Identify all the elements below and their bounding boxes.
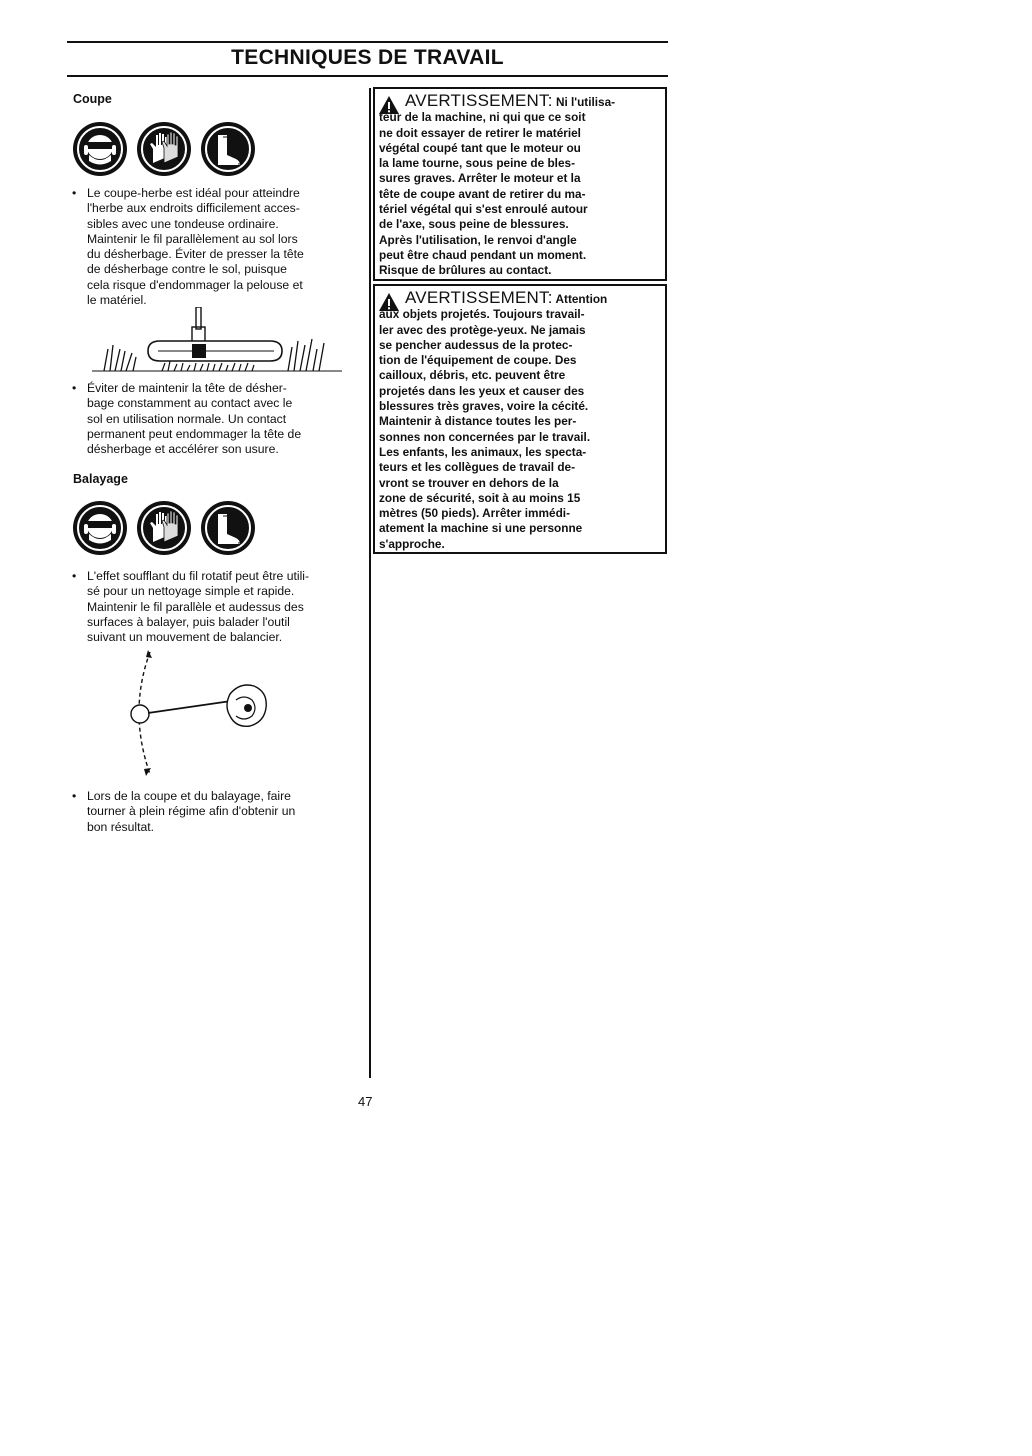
warning-title: AVERTISSEMENT: xyxy=(405,288,553,307)
warning-body: teur de la machine, ni qui que ce soit ne doit essayer de retirer le matériel végétal coupé tant que le moteur ou la lame tourne, sous peine de bles- sures graves. Arrêter le moteur et la tête de coupe avant de retirer du ma- tériel végétal qui s'est enroulé autour de l'axe, sous peine de blessures. Après l'utilisation, le renvoi d'angle peut être chaud pendant un moment. Risque de brûlures au contact. xyxy=(379,110,588,278)
balayage-safety-icons xyxy=(72,500,256,556)
column-divider xyxy=(369,88,371,1078)
head-protection-icon xyxy=(72,121,128,177)
boots-icon xyxy=(200,500,256,556)
gloves-icon xyxy=(136,500,192,556)
head-protection-icon xyxy=(72,500,128,556)
warning-body: aux objets projetés. Toujours travail- ler avec des protège-yeux. Ne jamais se pencher audessus de la protec- tion de l'équipement de coupe. Des cailloux, débris, etc. peuvent être projetés dans les yeux et causer des blessures très graves, voire la cécité. Maintenir à distance toutes les per- sonnes non concernées par le travail. Les enfants, les animaux, les specta- teurs et les collègues de travail de- vront se trouver en dehors de la zone de sécurité, soit à au moins 15 mètres (50 pieds). Arrêter immédi- atement la machine si une personne s'approche. xyxy=(379,307,591,551)
header-bottom-rule xyxy=(67,75,668,77)
bullet-text: L'effet soufflant du fil rotatif peut être utili- sé pour un nettoyage simple et rapide. Maintenir le fil parallèle et audessus des surfaces à balayer, puis balader l'outil suivant un mouvement de balancier. xyxy=(87,569,310,645)
balayage-heading: Balayage xyxy=(73,472,128,486)
coupe-bullet-1: • Le coupe-herbe est idéal pour atteindre l'herbe aux endroits difficilement acces- sibles avec une tondeuse ordinaire. Maintenir le fil parallèlement au sol lors du désherbage. Éviter de presser la tête de désherbage contre le sol, puisque cela risque d'endommager la pelouse et le matériel. xyxy=(72,186,354,311)
bullet-text: Lors de la coupe et du balayage, faire tourner à plein régime afin d'obtenir un bon résultat. xyxy=(87,789,296,834)
page-title: TECHNIQUES DE TRAVAIL xyxy=(231,46,504,69)
bullet-text: Éviter de maintenir la tête de désher- bage constamment au contact avec le sol en utilisation normale. Un contact permanent peut endommager la tête de désherbage et accélérer son usure. xyxy=(87,381,302,457)
trimmer-head-on-grass-illustration xyxy=(92,307,352,383)
sweeping-motion-illustration xyxy=(120,650,280,778)
coupe-heading: Coupe xyxy=(73,92,112,106)
balayage-bullet-2: • Lors de la coupe et du balayage, faire tourner à plein régime afin d'obtenir un bon résultat. xyxy=(72,789,354,837)
warning-box-cut-material xyxy=(373,87,667,281)
warning-lead: Ni l'utilisa- xyxy=(555,95,616,109)
bullet-text: Le coupe-herbe est idéal pour atteindre l'herbe aux endroits difficilement acces- sibles avec une tondeuse ordinaire. Maintenir le fil parallèlement au sol lors du désherbage. Éviter de presser la tête de désherbage contre le sol, puisque cela risque d'endommager la pelouse et le matériel. xyxy=(87,186,304,308)
warning-box-thrown-objects xyxy=(373,284,667,554)
balayage-bullet-1: • L'effet soufflant du fil rotatif peut être utili- sé pour un nettoyage simple et rapide. Maintenir le fil parallèle et audessus des surfaces à balayer, puis balader l'outil suivant un mouvement de balancier. xyxy=(72,569,354,649)
coupe-bullet-2: • Éviter de maintenir la tête de désher- bage constamment au contact avec le sol en utilisation normale. Un contact permanent peut endommager la tête de désherbage et accélérer son usure. xyxy=(72,381,354,461)
boots-icon xyxy=(200,121,256,177)
page-number: 47 xyxy=(358,1094,373,1109)
gloves-icon xyxy=(136,121,192,177)
coupe-safety-icons xyxy=(72,121,256,177)
warning-title: AVERTISSEMENT: xyxy=(405,91,553,110)
header-top-rule xyxy=(67,41,668,43)
warning-lead: Attention xyxy=(555,292,608,306)
